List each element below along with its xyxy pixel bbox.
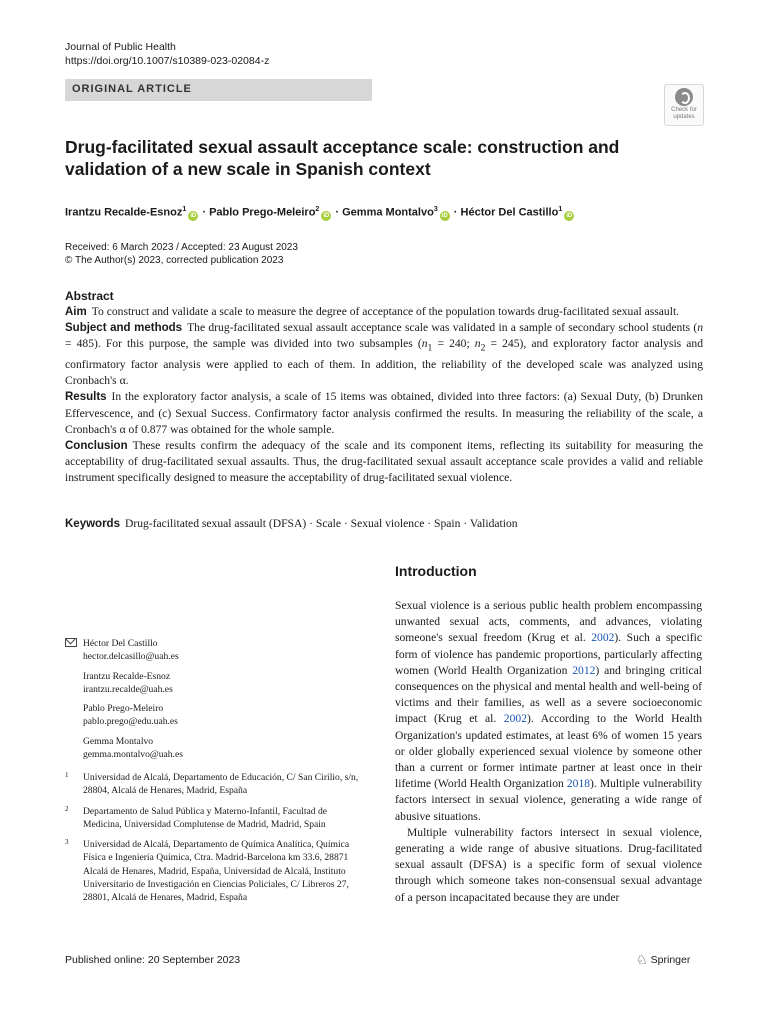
aim-label: Aim [65, 306, 87, 318]
author-name: Pablo Prego-Meleiro [209, 206, 316, 219]
article-type-banner [65, 79, 372, 101]
affiliation-number: 3 [65, 838, 69, 847]
keywords-section [65, 516, 703, 532]
contact-entry [65, 735, 365, 762]
contact-entry [65, 670, 365, 697]
check-updates-line1: Check for [671, 107, 697, 113]
contact-email[interactable]: hector.delcasillo@uah.es [83, 651, 179, 663]
check-updates-line2: updates [673, 114, 695, 120]
methods-text: = 485). For this purpose, the sample was divided into two subsamples ( [65, 337, 422, 351]
publisher-logo [636, 952, 690, 968]
methods-subscript: 2 [480, 342, 486, 354]
publisher-name: Springer [650, 954, 691, 966]
conclusion-label: Conclusion [65, 439, 128, 452]
journal-name: Journal of Public Health [65, 41, 176, 53]
intro-paragraph [395, 598, 702, 825]
contact-entry [65, 637, 365, 664]
results-label: Results [65, 391, 107, 404]
check-updates-icon [675, 88, 693, 106]
author-affiliation-number: 3 [433, 206, 438, 213]
results-text: In the exploratory factor analysis, a scale of 15 items was obtained, divided into three factors: (a) Sexual Duty, (b) Drunken Effervescence, and (c) Sexual Success. Confirmatory factor analysis confirmed the results. In measuring the reliability of the scale, a Cronbach's α of 0.877 was obtained for the whole sample. [65, 390, 703, 436]
intro-text: Sexual violence is a serious public health problem encompassing unwanted sexual acts, comments, and advances, violating someone's sexual freedom (Krug et al. [395, 599, 702, 645]
contact-email[interactable]: gemma.montalvo@uah.es [83, 749, 183, 761]
affiliation-text: Departamento de Salud Pública y Materno-Infantil, Facultad de Medicina, Universidad Complutense de Madrid, Madrid, Spain [83, 805, 328, 830]
author-list [65, 203, 685, 221]
conclusion-text: These results confirm the adequacy of the scale and its component items, reflecting its suitability for measuring the acceptability of drug-facilitated sexual assaults. Thus, the drug-facilitated sexual assault acceptance scale provides a valid and reliable instrument specifically designed to measure the acceptability of drug-facilitated sexual violence. [65, 438, 703, 485]
citation-link[interactable]: 2012 [572, 663, 596, 677]
author-affiliation-number: 1 [558, 206, 563, 213]
introduction-body [395, 598, 702, 906]
orcid-icon[interactable]: iD [323, 212, 330, 219]
methods-text: = 245), and exploratory factor analysis and confirmatory factor analysis were applied to each of them. In addition, the reliability of the developed scale was analyzed using Cronbach's α. [65, 337, 703, 388]
intro-text: ). Such a specific form of violence has pandemic proportions, particularly affecting women (World Health Organization [395, 631, 702, 677]
methods-text: = 240; [432, 337, 475, 351]
orcid-icon[interactable]: iD [441, 212, 448, 219]
affiliation-entry [65, 838, 365, 904]
methods-var: n [697, 321, 704, 335]
methods-text: The drug-facilitated sexual assault acceptance scale was validated in a sample of secondary school students ( [187, 321, 698, 335]
envelope-icon [65, 638, 77, 647]
affiliation-number: 2 [65, 804, 69, 813]
methods-var: n [421, 337, 428, 351]
affiliations [65, 771, 365, 912]
affiliation-entry [65, 805, 365, 832]
published-date: Published online: 20 September 2023 [65, 954, 241, 966]
intro-paragraph: Multiple vulnerability factors intersect in sexual violence, generating a wide range of abusive situations. Drug-facilitated sexual assault (DFSA) is a specific form of sexual violence through which someone takes non-consensual sexual advantage of a person incapacitated because they are under [395, 825, 702, 904]
copyright-line: © The Author(s) 2023, corrected publication 2023 [65, 255, 284, 266]
check-for-updates-button[interactable] [664, 84, 704, 126]
intro-text: ) and bringing critical consequences on the physical and mental health and well-being of victims and their families, as well as a severe socioeconomic impact (Krug et al. [395, 663, 702, 726]
abstract-section [65, 289, 703, 487]
author-separator: · [335, 206, 340, 219]
abstract-heading: Abstract [65, 289, 114, 303]
citation-link[interactable]: 2002 [503, 712, 527, 726]
affiliation-text: Universidad de Alcalá, Departamento de Química Analítica, Química Física e Ingeniería Química, Ctra. Madrid-Barcelona km 33.6, 28871 Alcalá de Henares, Madrid, España, Universidad de Alcalá, Instituto Universitario de Investigación en Ciencias Policiales, C/ Libreros 27, 28801, Alcalá de Henares, Madrid, España [83, 839, 350, 904]
contact-name: Pablo Prego-Meleiro [83, 703, 164, 715]
keywords-text: Drug-facilitated sexual assault (DFSA) · Scale · Sexual violence · Spain · Validation [124, 517, 518, 530]
affiliation-number: 1 [65, 771, 69, 779]
article-type-label: ORIGINAL ARTICLE [72, 83, 192, 95]
contact-email[interactable]: irantzu.recalde@uah.es [83, 683, 173, 695]
article-title: Drug-facilitated sexual assault acceptance scale: construction and validation of a new scale in Spanish context [65, 137, 620, 179]
introduction-heading: Introduction [395, 563, 477, 579]
springer-horse-icon: ♘ [636, 952, 648, 967]
article-dates [65, 241, 298, 267]
citation-link[interactable]: 2002 [591, 631, 615, 645]
contact-name: Irantzu Recalde-Esnoz [83, 670, 171, 682]
keywords-label: Keywords [65, 518, 120, 530]
contact-email[interactable]: pablo.prego@edu.uah.es [83, 716, 178, 728]
intro-text: ). Multiple vulnerability factors intersect in sexual violence, generating a wide range of abusive situations. [395, 777, 702, 823]
affiliation-text: Universidad de Alcalá, Departamento de Educación, C/ San Cirilio, s/n, 28804, Alcalá de Henares, Madrid, España [83, 772, 359, 797]
author-affiliation-number: 1 [182, 206, 187, 213]
contact-name: Héctor Del Castillo [83, 638, 158, 649]
orcid-icon[interactable]: iD [566, 212, 573, 219]
contact-name: Gemma Montalvo [83, 735, 154, 747]
author-name: Gemma Montalvo [342, 206, 434, 219]
abstract-results [65, 389, 703, 438]
corresponding-contacts [65, 637, 365, 767]
abstract-conclusion [65, 438, 703, 487]
author-separator: · [453, 206, 458, 219]
doi-link[interactable]: https://doi.org/10.1007/s10389-023-02084-z [65, 55, 270, 67]
affiliation-entry [65, 771, 365, 798]
methods-label: Subject and methods [65, 322, 183, 335]
methods-subscript: 1 [427, 342, 433, 354]
aim-text: To construct and validate a scale to measure the degree of acceptance of the population towards drug-facilitated sexual assault. [91, 305, 680, 318]
methods-var: n [474, 337, 481, 351]
author-name: Héctor Del Castillo [460, 206, 559, 219]
author-affiliation-number: 2 [315, 206, 320, 213]
received-accepted-dates: Received: 6 March 2023 / Accepted: 23 August 2023 [65, 242, 298, 253]
author-name: Irantzu Recalde-Esnoz [65, 206, 183, 219]
orcid-icon[interactable]: iD [190, 212, 197, 219]
intro-text: ). According to the World Health Organization's updated estimates, at least 6% of women 15 years or older globally experienced sexual violence by someone other than a current or former intimate partner at least once in their lifetime (World Health Organization [395, 712, 702, 791]
abstract-methods [65, 320, 703, 389]
contact-entry [65, 702, 365, 729]
author-separator: · [202, 206, 206, 219]
abstract-aim [65, 304, 703, 320]
citation-link[interactable]: 2018 [566, 777, 591, 791]
journal-header [65, 40, 269, 68]
